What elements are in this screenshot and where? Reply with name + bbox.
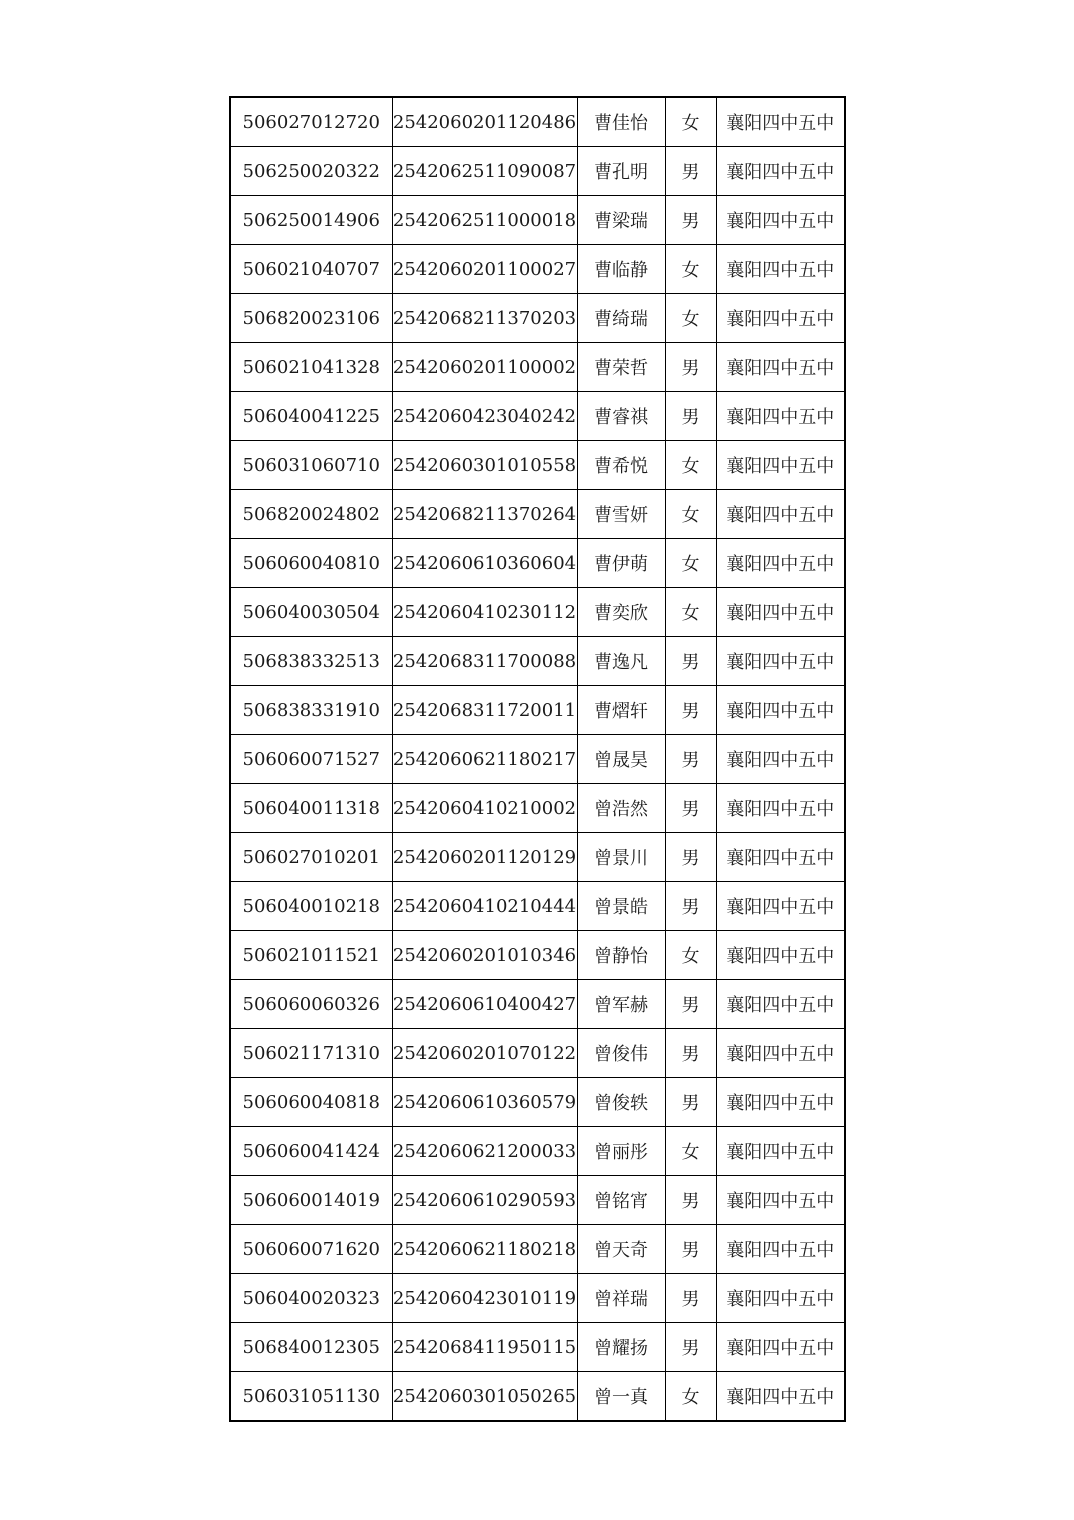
gender-cell: 女 — [665, 245, 716, 294]
table-row — [230, 637, 845, 686]
student-id-cell: 2542068311720011 — [392, 686, 577, 735]
table-row — [230, 1323, 845, 1372]
exam-number-cell: 506027010201 — [230, 833, 392, 882]
exam-number-cell: 506820024802 — [230, 490, 392, 539]
gender-cell: 男 — [665, 147, 716, 196]
student-id-cell: 2542060301050265 — [392, 1372, 577, 1422]
student-name-cell: 曾祥瑞 — [577, 1274, 665, 1323]
student-id-cell: 2542060610400427 — [392, 980, 577, 1029]
student-id-cell: 2542060621200033 — [392, 1127, 577, 1176]
exam-number-cell: 506040011318 — [230, 784, 392, 833]
gender-cell: 男 — [665, 1029, 716, 1078]
student-id-cell: 2542060621180217 — [392, 735, 577, 784]
student-name-cell: 曹梁瑞 — [577, 196, 665, 245]
school-cell: 襄阳四中五中 — [716, 637, 845, 686]
table-row — [230, 1078, 845, 1127]
table-row — [230, 97, 845, 147]
student-name-cell: 曾一真 — [577, 1372, 665, 1422]
student-id-cell: 2542068211370203 — [392, 294, 577, 343]
student-name-cell: 曹逸凡 — [577, 637, 665, 686]
student-name-cell: 曹佳怡 — [577, 97, 665, 147]
table-row — [230, 1225, 845, 1274]
school-cell: 襄阳四中五中 — [716, 343, 845, 392]
gender-cell: 男 — [665, 980, 716, 1029]
student-id-cell: 2542060201100002 — [392, 343, 577, 392]
gender-cell: 男 — [665, 1176, 716, 1225]
table-row — [230, 196, 845, 245]
table-row — [230, 784, 845, 833]
table-row — [230, 686, 845, 735]
student-id-cell: 2542060201120129 — [392, 833, 577, 882]
school-cell: 襄阳四中五中 — [716, 1127, 845, 1176]
student-name-cell: 曹希悦 — [577, 441, 665, 490]
student-name-cell: 曾浩然 — [577, 784, 665, 833]
school-cell: 襄阳四中五中 — [716, 588, 845, 637]
exam-number-cell: 506040020323 — [230, 1274, 392, 1323]
school-cell: 襄阳四中五中 — [716, 686, 845, 735]
gender-cell: 男 — [665, 1225, 716, 1274]
exam-number-cell: 506838331910 — [230, 686, 392, 735]
exam-number-cell: 506021041328 — [230, 343, 392, 392]
student-roster-table — [229, 96, 846, 1422]
exam-number-cell: 506040010218 — [230, 882, 392, 931]
table-row — [230, 882, 845, 931]
student-id-cell: 2542060610360604 — [392, 539, 577, 588]
school-cell: 襄阳四中五中 — [716, 931, 845, 980]
exam-number-cell: 506060014019 — [230, 1176, 392, 1225]
exam-number-cell: 506838332513 — [230, 637, 392, 686]
student-name-cell: 曹临静 — [577, 245, 665, 294]
gender-cell: 女 — [665, 1372, 716, 1422]
student-name-cell: 曹奕欣 — [577, 588, 665, 637]
exam-number-cell: 506040041225 — [230, 392, 392, 441]
school-cell: 襄阳四中五中 — [716, 735, 845, 784]
student-name-cell: 曾耀扬 — [577, 1323, 665, 1372]
table-row — [230, 588, 845, 637]
student-id-cell: 2542060410210444 — [392, 882, 577, 931]
table-row — [230, 245, 845, 294]
exam-number-cell: 506060071620 — [230, 1225, 392, 1274]
table-row — [230, 1274, 845, 1323]
exam-number-cell: 506031051130 — [230, 1372, 392, 1422]
exam-number-cell: 506031060710 — [230, 441, 392, 490]
gender-cell: 女 — [665, 441, 716, 490]
school-cell: 襄阳四中五中 — [716, 980, 845, 1029]
gender-cell: 女 — [665, 1127, 716, 1176]
student-id-cell: 2542062511090087 — [392, 147, 577, 196]
gender-cell: 男 — [665, 833, 716, 882]
table-row — [230, 490, 845, 539]
table-row — [230, 539, 845, 588]
exam-number-cell: 506060041424 — [230, 1127, 392, 1176]
table-row — [230, 980, 845, 1029]
table-row — [230, 1372, 845, 1422]
exam-number-cell: 506021011521 — [230, 931, 392, 980]
student-id-cell: 2542068311700088 — [392, 637, 577, 686]
student-id-cell: 2542060410230112 — [392, 588, 577, 637]
exam-number-cell: 506250014906 — [230, 196, 392, 245]
student-name-cell: 曹绮瑞 — [577, 294, 665, 343]
student-name-cell: 曹孔明 — [577, 147, 665, 196]
student-id-cell: 2542062511000018 — [392, 196, 577, 245]
school-cell: 襄阳四中五中 — [716, 147, 845, 196]
gender-cell: 男 — [665, 637, 716, 686]
student-id-cell: 2542060201010346 — [392, 931, 577, 980]
gender-cell: 女 — [665, 294, 716, 343]
student-id-cell: 2542060301010558 — [392, 441, 577, 490]
gender-cell: 男 — [665, 1274, 716, 1323]
gender-cell: 男 — [665, 735, 716, 784]
exam-number-cell: 506840012305 — [230, 1323, 392, 1372]
student-id-cell: 2542060423040242 — [392, 392, 577, 441]
student-id-cell: 2542060610360579 — [392, 1078, 577, 1127]
student-id-cell: 2542060201120486 — [392, 97, 577, 147]
school-cell: 襄阳四中五中 — [716, 1078, 845, 1127]
school-cell: 襄阳四中五中 — [716, 1225, 845, 1274]
gender-cell: 男 — [665, 1323, 716, 1372]
gender-cell: 男 — [665, 686, 716, 735]
school-cell: 襄阳四中五中 — [716, 294, 845, 343]
table-row — [230, 441, 845, 490]
table-row — [230, 1176, 845, 1225]
student-id-cell: 2542060201070122 — [392, 1029, 577, 1078]
gender-cell: 男 — [665, 784, 716, 833]
student-id-cell: 2542060621180218 — [392, 1225, 577, 1274]
student-id-cell: 2542068411950115 — [392, 1323, 577, 1372]
student-id-cell: 2542060423010119 — [392, 1274, 577, 1323]
gender-cell: 男 — [665, 196, 716, 245]
school-cell: 襄阳四中五中 — [716, 392, 845, 441]
exam-number-cell: 506060040810 — [230, 539, 392, 588]
student-name-cell: 曹荣哲 — [577, 343, 665, 392]
gender-cell: 女 — [665, 588, 716, 637]
school-cell: 襄阳四中五中 — [716, 784, 845, 833]
student-name-cell: 曹伊萌 — [577, 539, 665, 588]
exam-number-cell: 506060071527 — [230, 735, 392, 784]
table-row — [230, 735, 845, 784]
table-row — [230, 343, 845, 392]
exam-number-cell: 506060040818 — [230, 1078, 392, 1127]
school-cell: 襄阳四中五中 — [716, 441, 845, 490]
gender-cell: 男 — [665, 882, 716, 931]
gender-cell: 女 — [665, 539, 716, 588]
table-row — [230, 147, 845, 196]
student-name-cell: 曾天奇 — [577, 1225, 665, 1274]
school-cell: 襄阳四中五中 — [716, 245, 845, 294]
gender-cell: 女 — [665, 490, 716, 539]
school-cell: 襄阳四中五中 — [716, 1176, 845, 1225]
student-name-cell: 曾丽彤 — [577, 1127, 665, 1176]
exam-number-cell: 506820023106 — [230, 294, 392, 343]
student-name-cell: 曾景皓 — [577, 882, 665, 931]
student-id-cell: 2542060410210002 — [392, 784, 577, 833]
student-id-cell: 2542068211370264 — [392, 490, 577, 539]
student-name-cell: 曾俊伟 — [577, 1029, 665, 1078]
school-cell: 襄阳四中五中 — [716, 1029, 845, 1078]
table-row — [230, 1127, 845, 1176]
student-name-cell: 曾铭宵 — [577, 1176, 665, 1225]
table-row — [230, 931, 845, 980]
student-id-cell: 2542060610290593 — [392, 1176, 577, 1225]
school-cell: 襄阳四中五中 — [716, 1372, 845, 1422]
student-id-cell: 2542060201100027 — [392, 245, 577, 294]
student-name-cell: 曾军赫 — [577, 980, 665, 1029]
school-cell: 襄阳四中五中 — [716, 833, 845, 882]
table-row — [230, 294, 845, 343]
gender-cell: 男 — [665, 343, 716, 392]
school-cell: 襄阳四中五中 — [716, 196, 845, 245]
exam-number-cell: 506250020322 — [230, 147, 392, 196]
roster-body — [230, 97, 845, 1421]
student-name-cell: 曹睿祺 — [577, 392, 665, 441]
school-cell: 襄阳四中五中 — [716, 1274, 845, 1323]
student-name-cell: 曾景川 — [577, 833, 665, 882]
student-name-cell: 曹雪妍 — [577, 490, 665, 539]
school-cell: 襄阳四中五中 — [716, 97, 845, 147]
school-cell: 襄阳四中五中 — [716, 539, 845, 588]
school-cell: 襄阳四中五中 — [716, 1323, 845, 1372]
exam-number-cell: 506021040707 — [230, 245, 392, 294]
exam-number-cell: 506040030504 — [230, 588, 392, 637]
student-name-cell: 曾俊轶 — [577, 1078, 665, 1127]
school-cell: 襄阳四中五中 — [716, 882, 845, 931]
gender-cell: 女 — [665, 931, 716, 980]
school-cell: 襄阳四中五中 — [716, 490, 845, 539]
student-name-cell: 曾晟昊 — [577, 735, 665, 784]
student-name-cell: 曾静怡 — [577, 931, 665, 980]
table-row — [230, 1029, 845, 1078]
exam-number-cell: 506021171310 — [230, 1029, 392, 1078]
student-name-cell: 曹熠轩 — [577, 686, 665, 735]
exam-number-cell: 506060060326 — [230, 980, 392, 1029]
gender-cell: 女 — [665, 97, 716, 147]
table-row — [230, 392, 845, 441]
gender-cell: 男 — [665, 1078, 716, 1127]
gender-cell: 男 — [665, 392, 716, 441]
exam-number-cell: 506027012720 — [230, 97, 392, 147]
table-row — [230, 833, 845, 882]
